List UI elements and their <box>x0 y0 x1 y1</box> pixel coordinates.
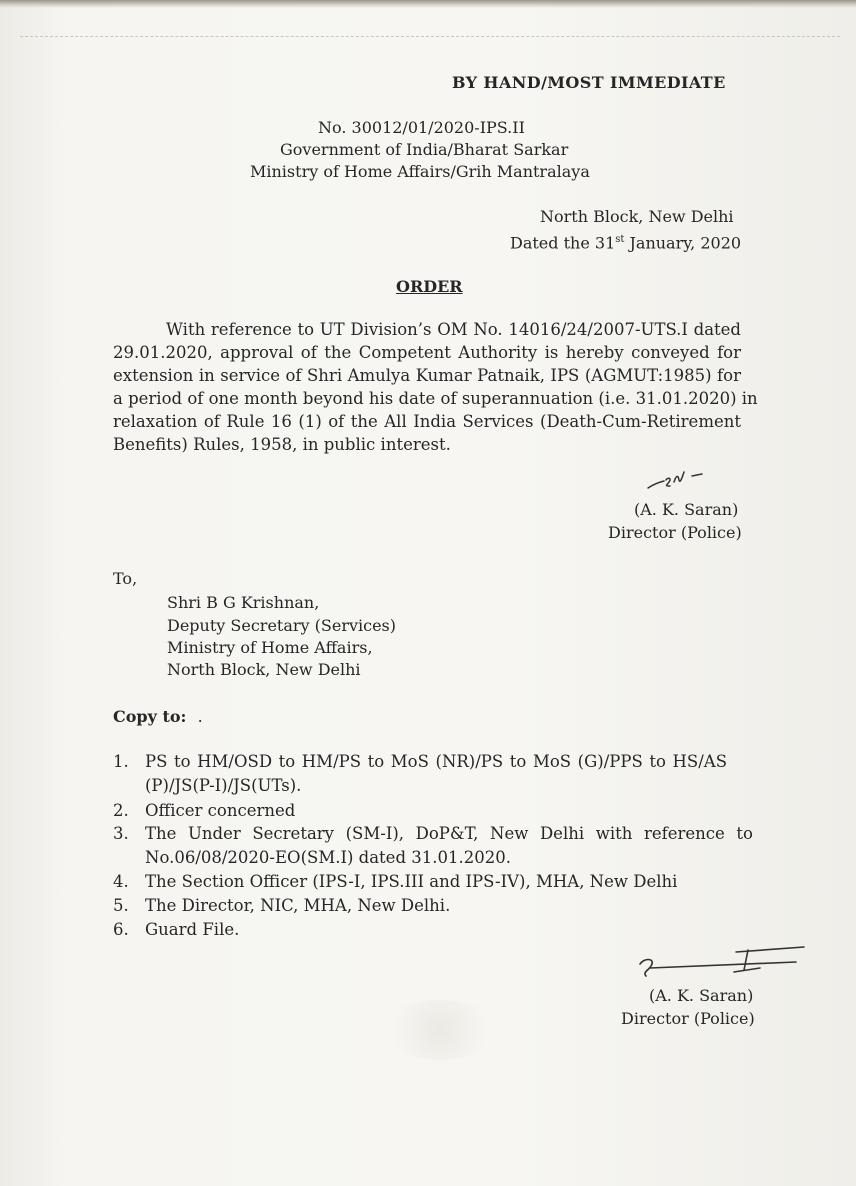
scan-edge <box>0 0 856 8</box>
signatory-designation-2: Director (Police) <box>621 1009 755 1028</box>
body-line-4: a period of one month beyond his date of superannuation (i.e. 31.01.2020) in <box>113 389 758 408</box>
copy-to-trail: . <box>197 707 203 726</box>
signatory-designation-1: Director (Police) <box>608 523 742 542</box>
copy-item-4-line-1: The Section Officer (IPS-I, IPS.III and IPS-IV), MHA, New Delhi <box>145 872 678 891</box>
to-label: To, <box>113 569 138 588</box>
copy-item-3-line-1: The Under Secretary (SM-I), DoP&T, New Delhi with reference to <box>145 824 753 843</box>
signatory-name-1: (A. K. Saran) <box>634 500 739 519</box>
ministry-name: Ministry of Home Affairs/Grih Mantralaya <box>250 162 590 181</box>
priority-label: BY HAND/MOST IMMEDIATE <box>452 73 726 92</box>
date-superscript: st <box>615 234 625 245</box>
addressee-line-2: Deputy Secretary (Services) <box>167 616 397 635</box>
body-line-6: Benefits) Rules, 1958, in public interest. <box>113 435 451 454</box>
copy-item-number: 6. <box>113 920 129 939</box>
place: North Block, New Delhi <box>540 207 734 226</box>
copy-item-2-line-1: Officer concerned <box>145 801 296 820</box>
copy-item-5-line-1: The Director, NIC, MHA, New Delhi. <box>145 896 451 915</box>
addressee-line-1: Shri B G Krishnan, <box>167 593 320 612</box>
copy-item-number: 5. <box>113 896 129 915</box>
body-line-2: 29.01.2020, approval of the Competent Authority is hereby conveyed for <box>113 343 741 362</box>
handwritten-signature-sd <box>644 468 724 494</box>
copy-item-1-line-1: PS to HM/OSD to HM/PS to MoS (NR)/PS to MoS (G)/PPS to HS/AS <box>145 752 727 771</box>
copy-item-number: 1. <box>113 752 129 771</box>
copy-item-6-line-1: Guard File. <box>145 920 240 939</box>
addressee-line-3: Ministry of Home Affairs, <box>167 638 373 657</box>
copy-item-3-line-2: No.06/08/2020-EO(SM.I) dated 31.01.2020. <box>145 848 511 867</box>
body-line-5: relaxation of Rule 16 (1) of the All India Services (Death-Cum-Retirement <box>113 412 741 431</box>
copy-item-number: 3. <box>113 824 129 843</box>
copy-item-number: 4. <box>113 872 129 891</box>
government-name: Government of India/Bharat Sarkar <box>280 140 569 159</box>
paper-stain <box>380 1000 500 1060</box>
addressee-line-4: North Block, New Delhi <box>167 660 361 679</box>
copy-item-1-line-2: (P)/JS(P-I)/JS(UTs). <box>145 776 302 795</box>
date-line <box>510 229 741 254</box>
scan-fold-line <box>20 36 840 37</box>
copy-item-number: 2. <box>113 801 129 820</box>
body-line-1: With reference to UT Division’s OM No. 14016/24/2007-UTS.I dated <box>166 320 741 339</box>
signatory-name-2: (A. K. Saran) <box>649 986 754 1005</box>
date-suffix: January, 2020 <box>624 233 742 253</box>
date-prefix: Dated the 31 <box>510 233 616 253</box>
handwritten-signature <box>636 944 806 980</box>
copy-to-text: Copy to: <box>113 707 187 726</box>
order-title: ORDER <box>396 277 463 296</box>
file-number: No. 30012/01/2020-IPS.II <box>318 118 525 137</box>
body-line-3: extension in service of Shri Amulya Kumar Patnaik, IPS (AGMUT:1985) for <box>113 366 741 385</box>
copy-to-label <box>113 706 203 728</box>
